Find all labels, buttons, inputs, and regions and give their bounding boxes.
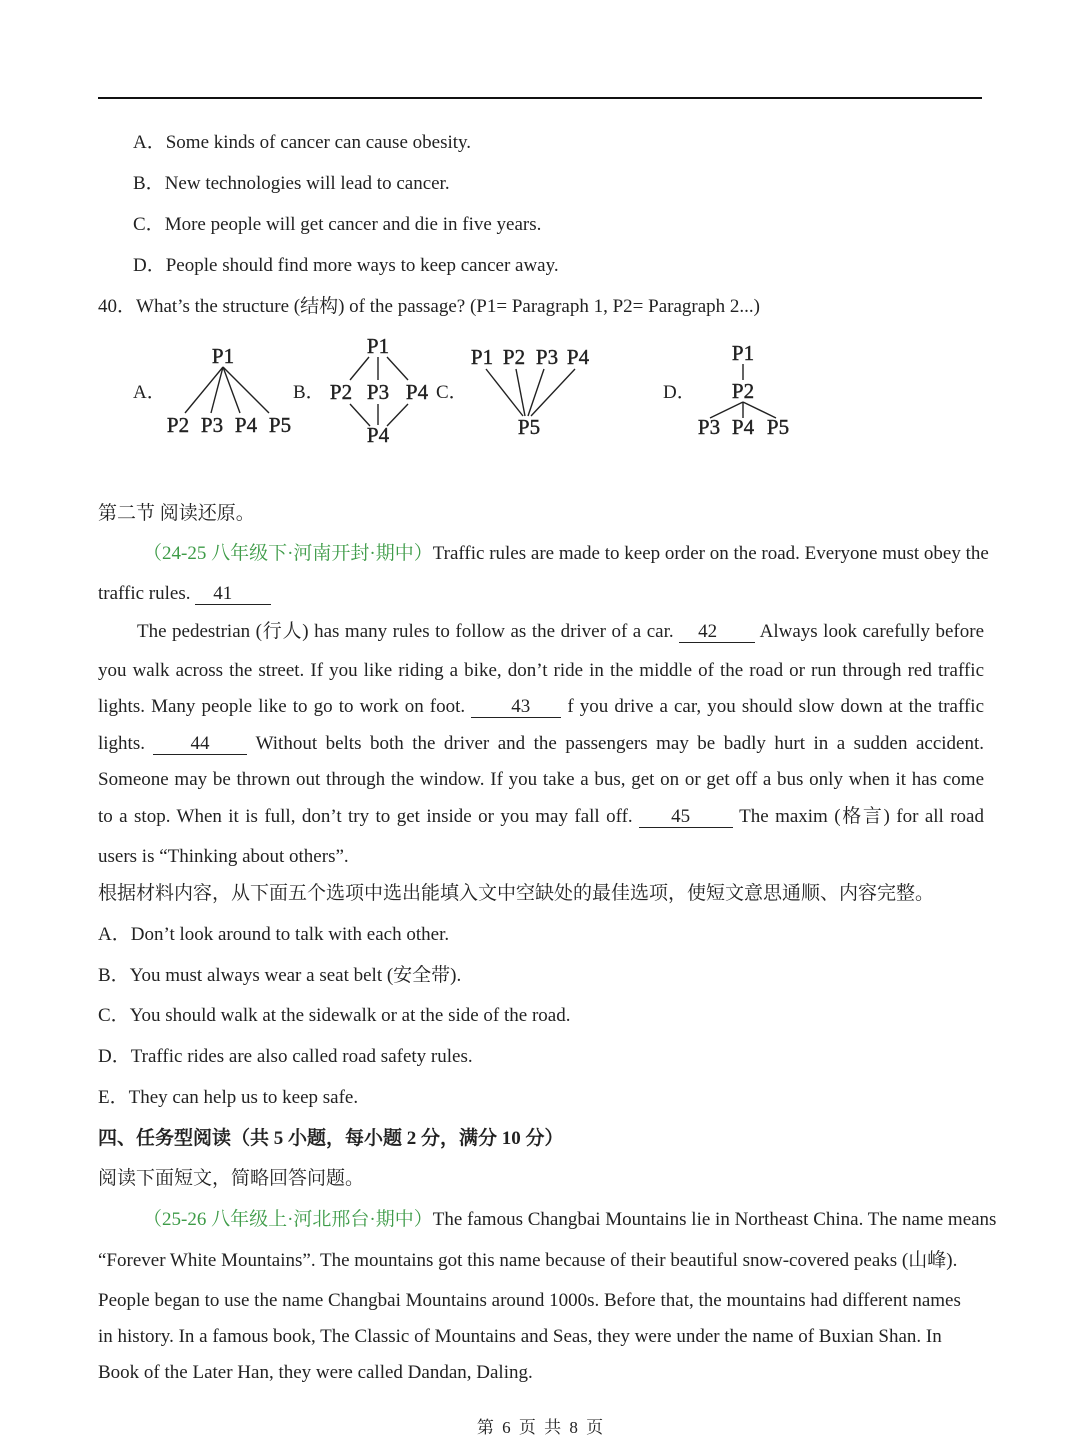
diagram-a-node-p4: P4 <box>234 413 258 437</box>
passage2-line-1 <box>143 1208 996 1232</box>
option-letter: C． <box>98 1005 130 1026</box>
connector-line <box>528 369 544 416</box>
section2-option-e <box>98 1086 358 1110</box>
option-letter: C． <box>133 214 165 235</box>
option-letter: B． <box>98 965 130 986</box>
diagram-d-node-p5: P5 <box>766 415 790 439</box>
option-text: You should walk at the sidewalk or at the side of the road. <box>129 1005 571 1026</box>
section2-instruction: 根据材料内容，从下面五个选项中选出能填入文中空缺处的最佳选项，使短文意思通顺、内容完整。 <box>98 883 935 904</box>
source-note: （24-25 八年级下·河南开封·期中） <box>143 543 433 564</box>
page-number-footer: 第 6 页 共 8 页 <box>476 1418 604 1437</box>
diagram-d-node-p2: P2 <box>731 379 755 403</box>
structure-diagrams <box>0 330 1080 455</box>
q40-option-a-letter: A． <box>133 382 166 403</box>
passage1-line-9: users is “Thinking about others”. <box>98 846 349 867</box>
passage1-line-3 <box>137 620 984 644</box>
diagram-a <box>167 344 291 437</box>
diagram-a-node-p5: P5 <box>268 413 292 437</box>
option-text: More people will get cancer and die in five years. <box>164 214 542 235</box>
option-text: Don’t look around to talk with each other. <box>130 924 450 945</box>
passage2-line-4: in history. In a famous book, The Classic of Mountains and Seas, they were under the name of Buxian Shan. In <box>98 1326 942 1347</box>
question-text: What’s the structure (结构) of the passage? (P1= Paragraph 1, P2= Paragraph 2...) <box>136 296 760 317</box>
diagram-d-node-p4: P4 <box>731 415 755 439</box>
option-letter: B． <box>133 173 165 194</box>
option-letter: D． <box>133 255 166 276</box>
line-text: lights. Many people like to go to work on foot. <box>98 696 466 717</box>
diagram-c-node-p2: P2 <box>502 345 526 369</box>
connector-line <box>531 369 575 416</box>
passage1-line-5 <box>98 695 984 719</box>
section2-option-b <box>98 964 461 988</box>
passage1-line-8 <box>98 805 984 829</box>
diagram-d <box>698 341 789 439</box>
connector-line <box>387 404 408 426</box>
section2-heading: 第二节 阅读还原。 <box>98 503 255 524</box>
option-letter: A． <box>133 132 166 153</box>
passage1-line-7: Someone may be thrown out through the window. If you take a bus, get on or get off a bus only when it has come <box>98 769 984 790</box>
section2-option-c <box>98 1004 570 1028</box>
diagram-b-node-bottom: P4 <box>366 423 390 447</box>
diagram-c-node-p4: P4 <box>566 345 590 369</box>
answer-blank-44 <box>153 734 247 755</box>
connector-line <box>223 367 269 413</box>
passage2-line-3: People began to use the name Changbai Mountains around 1000s. Before that, the mountains had different names <box>98 1290 961 1311</box>
connector-line <box>223 367 240 413</box>
option-text: They can help us to keep safe. <box>128 1087 359 1108</box>
option-text: People should find more ways to keep cancer away. <box>165 255 559 276</box>
diagram-b-node-p3: P3 <box>366 380 390 404</box>
blank-number: 42 <box>698 621 718 642</box>
diagram-b-node-p1: P1 <box>366 334 390 358</box>
q39-option-d <box>133 254 559 278</box>
q40-option-d-letter: D． <box>663 382 696 403</box>
question-number: 40． <box>98 296 137 317</box>
line-text: traffic rules. <box>98 583 191 604</box>
q40-option-c-letter: C． <box>436 382 468 403</box>
diagram-a-node-p1: P1 <box>211 344 235 368</box>
option-letter: D． <box>98 1046 131 1067</box>
blank-number: 44 <box>190 733 210 754</box>
passage1-line-4: you walk across the street. If you like riding a bike, don’t ride in the middle of the road or run through red traffic <box>98 660 984 681</box>
diagram-c <box>471 345 590 439</box>
section2-option-a <box>98 923 449 947</box>
line-text: f you drive a car, you should slow down at the traffic <box>567 696 985 717</box>
line-text: Always look carefully before <box>759 621 985 642</box>
option-text: Some kinds of cancer can cause obesity. <box>165 132 472 153</box>
line-text: The famous Changbai Mountains lie in Northeast China. The name means <box>432 1209 997 1230</box>
answer-blank-45 <box>639 807 733 828</box>
passage1-line-6 <box>98 732 984 756</box>
section2-option-d <box>98 1045 473 1069</box>
section4-instruction: 阅读下面短文，简略回答问题。 <box>98 1168 365 1189</box>
option-letter: A． <box>98 924 131 945</box>
q39-option-b <box>133 172 450 196</box>
q39-option-a <box>133 131 471 155</box>
diagram-c-node-p5: P5 <box>517 415 541 439</box>
connector-line <box>387 357 408 380</box>
answer-blank-42 <box>679 622 755 643</box>
diagram-a-node-p2: P2 <box>166 413 190 437</box>
passage1-line-1 <box>143 542 989 566</box>
diagram-c-node-p3: P3 <box>535 345 559 369</box>
option-text: New technologies will lead to cancer. <box>164 173 450 194</box>
answer-blank-43 <box>471 697 561 718</box>
passage2-line-2: “Forever White Mountains”. The mountains got this name because of their beautiful snow-covered peaks (山峰). <box>98 1250 958 1271</box>
blank-number: 45 <box>671 806 691 827</box>
diagram-b-node-p4: P4 <box>405 380 429 404</box>
section4-heading: 四、任务型阅读（共 5 小题，每小题 2 分，满分 10 分） <box>98 1128 564 1149</box>
diagram-d-node-p3: P3 <box>697 415 721 439</box>
option-letter: E． <box>98 1087 129 1108</box>
diagram-a-node-p3: P3 <box>200 413 224 437</box>
passage2-line-5: Book of the Later Han, they were called Dandan, Daling. <box>98 1362 533 1383</box>
line-text: to a stop. When it is full, don’t try to get inside or you may fall off. <box>98 806 633 827</box>
q40-stem <box>98 295 760 319</box>
answer-blank-41 <box>195 584 271 605</box>
connector-line <box>350 357 369 380</box>
line-text: Traffic rules are made to keep order on the road. Everyone must obey the <box>432 543 989 564</box>
passage1-line-2 <box>98 582 271 606</box>
source-note: （25-26 八年级上·河北邢台·期中） <box>143 1209 433 1230</box>
line-text: Without belts both the driver and the passengers may be badly hurt in a sudden accident. <box>255 733 984 754</box>
option-text: Traffic rides are also called road safety rules. <box>130 1046 473 1067</box>
line-text: lights. <box>98 733 145 754</box>
line-text: The maxim (格言) for all road <box>739 806 984 827</box>
q39-option-c <box>133 213 541 237</box>
line-text: The pedestrian (行人) has many rules to follow as the driver of a car. <box>137 621 674 642</box>
diagram-d-node-p1: P1 <box>731 341 755 365</box>
diagram-c-node-p1: P1 <box>470 345 494 369</box>
q40-option-b-letter: B． <box>293 382 325 403</box>
diagram-b <box>330 334 429 447</box>
header-rule <box>98 97 982 99</box>
blank-number: 43 <box>511 696 531 717</box>
blank-number: 41 <box>213 583 233 604</box>
diagram-b-node-p2: P2 <box>329 380 353 404</box>
option-text: You must always wear a seat belt (安全带). <box>129 965 462 986</box>
